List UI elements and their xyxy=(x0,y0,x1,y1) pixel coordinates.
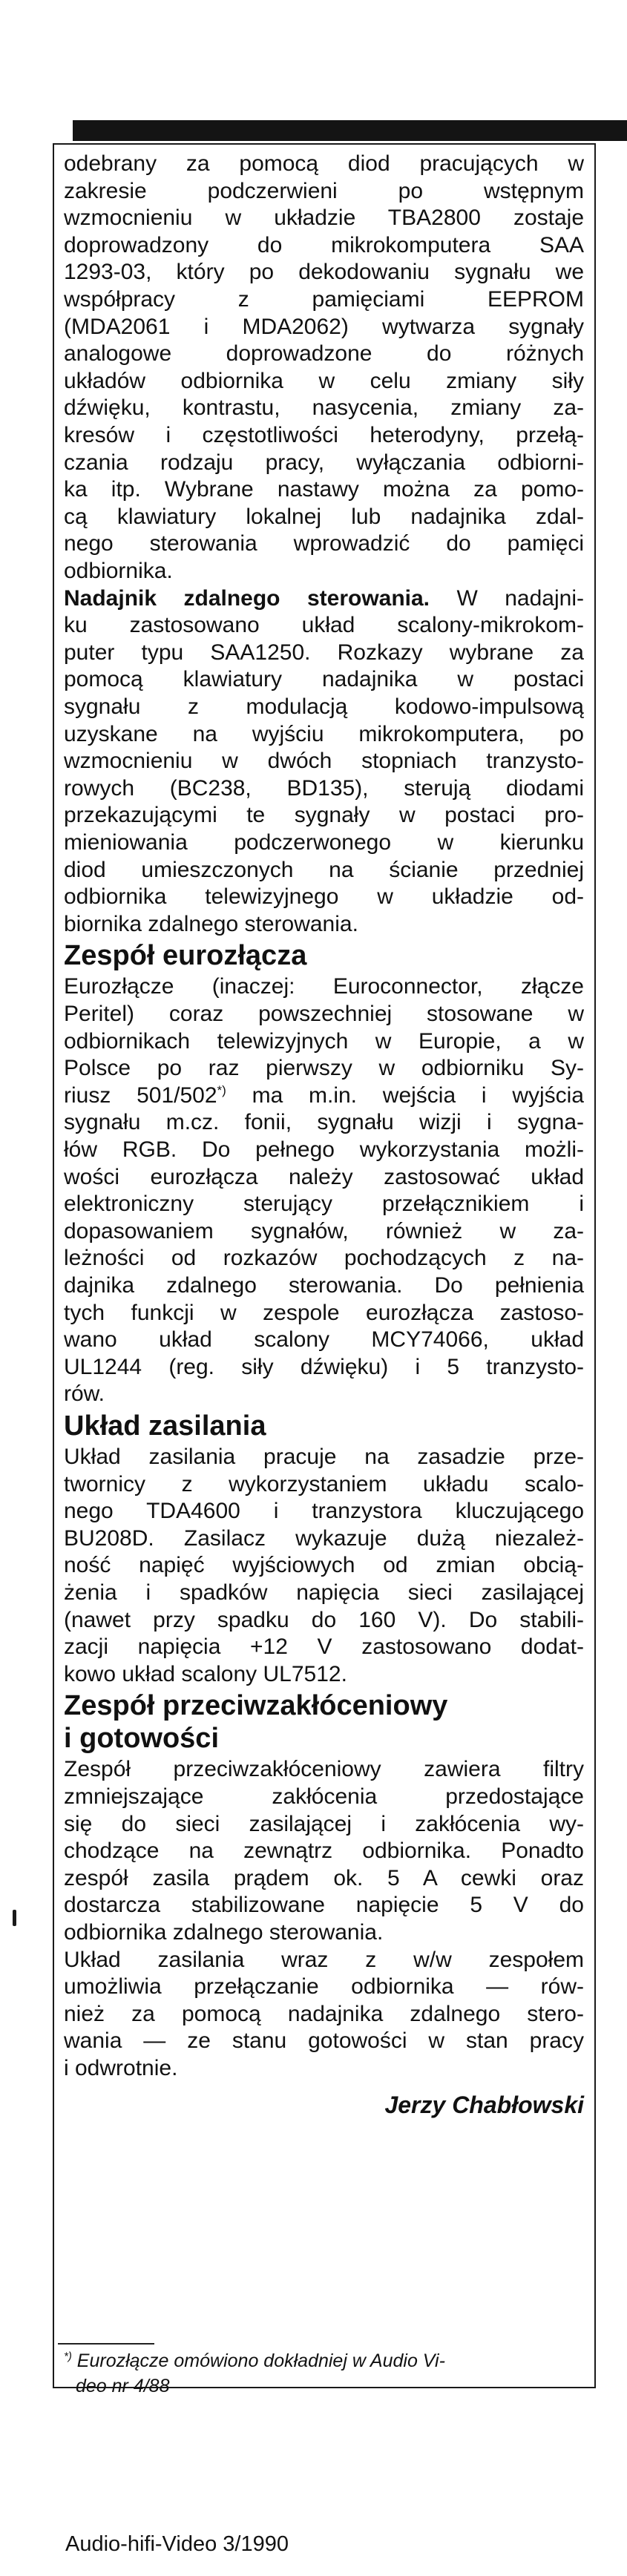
text-line: (MDA2061 i MDA2062) wytwarza sygnały xyxy=(64,314,584,339)
text-line: nego sterowania wprowadzić do pamięci xyxy=(64,531,584,556)
text-line: dopasowaniem sygnałów, również w za- xyxy=(64,1218,584,1243)
model-text: riusz 501/502 xyxy=(64,1082,217,1108)
text-line: odbiornika. xyxy=(64,559,173,583)
text-line: mieniowania podczerwonego w kierunku xyxy=(64,830,584,855)
text-line: elektroniczny sterujący przełącznikiem i xyxy=(64,1192,584,1217)
signature: Jerzy Chabłowski xyxy=(384,2091,584,2118)
text-line: cą klawiatury lokalnej lub nadajnika zdal- xyxy=(64,504,584,529)
text-line: leżności od rozkazów pochodzących z na- xyxy=(64,1246,584,1271)
text-line: wzmocnieniu w układzie TBA2800 zostaje xyxy=(64,206,584,231)
text-line: twornicy z wykorzystaniem układu scalo- xyxy=(64,1471,584,1496)
text-line: rów. xyxy=(64,1381,105,1407)
text-line: się do sieci zasilającej i zakłócenia wy- xyxy=(64,1811,584,1836)
text-line: odbiornikach telewizyjnych w Europie, a w xyxy=(64,1028,584,1054)
text-line: zmniejszające zakłócenia przedostające xyxy=(64,1784,584,1809)
text-line: sygnału m.cz. fonii, sygnału wizji i sygna- xyxy=(64,1110,584,1135)
footnote-line-2: deo nr 4/88 xyxy=(76,2376,170,2396)
text-line: doprowadzony do mikrokomputera SAA xyxy=(64,232,584,257)
text-line xyxy=(64,1082,584,1109)
text-line: umożliwia przełączanie odbiornika — rów- xyxy=(64,1974,584,2000)
text-line: Eurozłącze (inaczej: Euroconnector, złącze xyxy=(64,974,584,999)
text-line xyxy=(64,585,584,612)
text-line: łów RGB. Do pełnego wykorzystania możli- xyxy=(64,1137,584,1162)
text-line: wano układ scalony MCY74066, układ xyxy=(64,1327,584,1353)
text-line: chodzące na zewnątrz odbiornika. Ponadto xyxy=(64,1839,584,1864)
text-line: żenia i spadków napięcia sieci zasilającej xyxy=(64,1580,584,1605)
text-line: dajnika zdalnego sterowania. Do pełnienia xyxy=(64,1273,584,1298)
text-line: Polsce po raz pierwszy w odbiorniku Sy- xyxy=(64,1056,584,1081)
text-line: uzyskane na wyjściu mikrokomputera, po xyxy=(64,721,584,746)
text-line: zakresie podczerwieni po wstępnym xyxy=(64,178,584,203)
text-line: zespół zasila prądem ok. 5 A cewki oraz xyxy=(64,1865,584,1890)
model-text-rest: ma m.in. wejścia i wyjścia xyxy=(226,1082,584,1108)
text-line: ka itp. Wybrane nastawy można za pomo- xyxy=(64,477,584,502)
text-line: Peritel) coraz powszechniej stosowane w xyxy=(64,1002,584,1026)
section-heading-euro: Zespół eurozłącza xyxy=(64,940,307,972)
remote-first-rest: W nadajni- xyxy=(430,585,584,611)
footnote-ref: *) xyxy=(217,1082,226,1097)
remote-lead: Nadajnik zdalnego sterowania. xyxy=(64,585,430,611)
text-line: BU208D. Zasilacz wykazuje dużą niezależ- xyxy=(64,1525,584,1551)
text-line: nież za pomocą nadajnika zdalnego stero- xyxy=(64,2001,584,2026)
text-line: wania — ze stanu gotowości w stan pracy xyxy=(64,2028,584,2054)
text-line: tych funkcji w zespole eurozłącza zastoso- xyxy=(64,1300,584,1325)
section-heading-power: Układ zasilania xyxy=(64,1410,266,1442)
text-line: (nawet przy spadku do 160 V). Do stabili- xyxy=(64,1607,584,1632)
text-line: czania rodzaju pracy, wyłączania odbiorni- xyxy=(64,450,584,475)
section-heading-emi-2: i gotowości xyxy=(64,1723,219,1755)
text-line: współpracy z pamięciami EEPROM xyxy=(64,287,584,312)
text-line: odbiornika telewizyjnego w układzie od- xyxy=(64,884,584,910)
footnote-line-1: *) Eurozłącze omówiono dokładniej w Audio Vi- xyxy=(64,2350,445,2371)
text-line: dostarcza stabilizowane napięcie 5 V do xyxy=(64,1893,584,1918)
text-line: dźwięku, kontrastu, nasycenia, zmiany za- xyxy=(64,395,584,421)
text-line: kowo układ scalony UL7512. xyxy=(64,1661,347,1686)
text-line: odbiornika zdalnego sterowania. xyxy=(64,1920,384,1945)
text-line: UL1244 (reg. siły dźwięku) i 5 tranzysto- xyxy=(64,1354,584,1379)
text-line: ku zastosowano układ scalony-mikrokom- xyxy=(64,613,584,638)
text-line: wości eurozłącza należy zastosować układ xyxy=(64,1164,584,1189)
text-line: nego TDA4600 i tranzystora kluczującego xyxy=(64,1499,584,1524)
section-heading-emi: Zespół przeciwzakłóceniowy xyxy=(64,1690,448,1722)
text-line: Układ zasilania pracuje na zasadzie prze- xyxy=(64,1445,584,1469)
text-line: Zespół przeciwzakłóceniowy zawiera filtry xyxy=(64,1757,584,1782)
text-line: puter typu SAA1250. Rozkazy wybrane za xyxy=(64,640,584,665)
text-line: sygnału z modulacją kodowo-impulsową xyxy=(64,694,584,719)
text-line: analogowe doprowadzone do różnych xyxy=(64,341,584,367)
text-line: przekazującymi te sygnały w postaci pro- xyxy=(64,803,584,828)
text-line: rowych (BC238, BD135), sterują diodami xyxy=(64,775,584,801)
text-line: ność napięć wyjściowych od zmian obcią- xyxy=(64,1553,584,1578)
footnote-rule xyxy=(58,2343,154,2345)
text-line: pomocą klawiatury nadajnika w postaci xyxy=(64,667,584,692)
text-line: biornika zdalnego sterowania. xyxy=(64,911,358,936)
text-line: układów odbiornika w celu zmiany siły xyxy=(64,368,584,393)
text-line: odebrany za pomocą diod pracujących w xyxy=(64,151,584,176)
text-line: kresów i częstotliwości heterodyny, przełą- xyxy=(64,423,584,447)
text-line: 1293-03, który po dekodowaniu sygnału we xyxy=(64,260,584,285)
text-line: wzmocnieniu w dwóch stopniach tranzysto- xyxy=(64,749,584,774)
text-line: diod umieszczonych na ścianie przedniej xyxy=(64,857,584,882)
text-line: zacji napięcia +12 V zastosowano dodat- xyxy=(64,1634,584,1660)
text-line: i odwrotnie. xyxy=(64,2056,178,2080)
text-line: Układ zasilania wraz z w/w zespołem xyxy=(64,1947,584,1972)
page-footer: Audio-hifi-Video 3/1990 xyxy=(65,2532,289,2556)
